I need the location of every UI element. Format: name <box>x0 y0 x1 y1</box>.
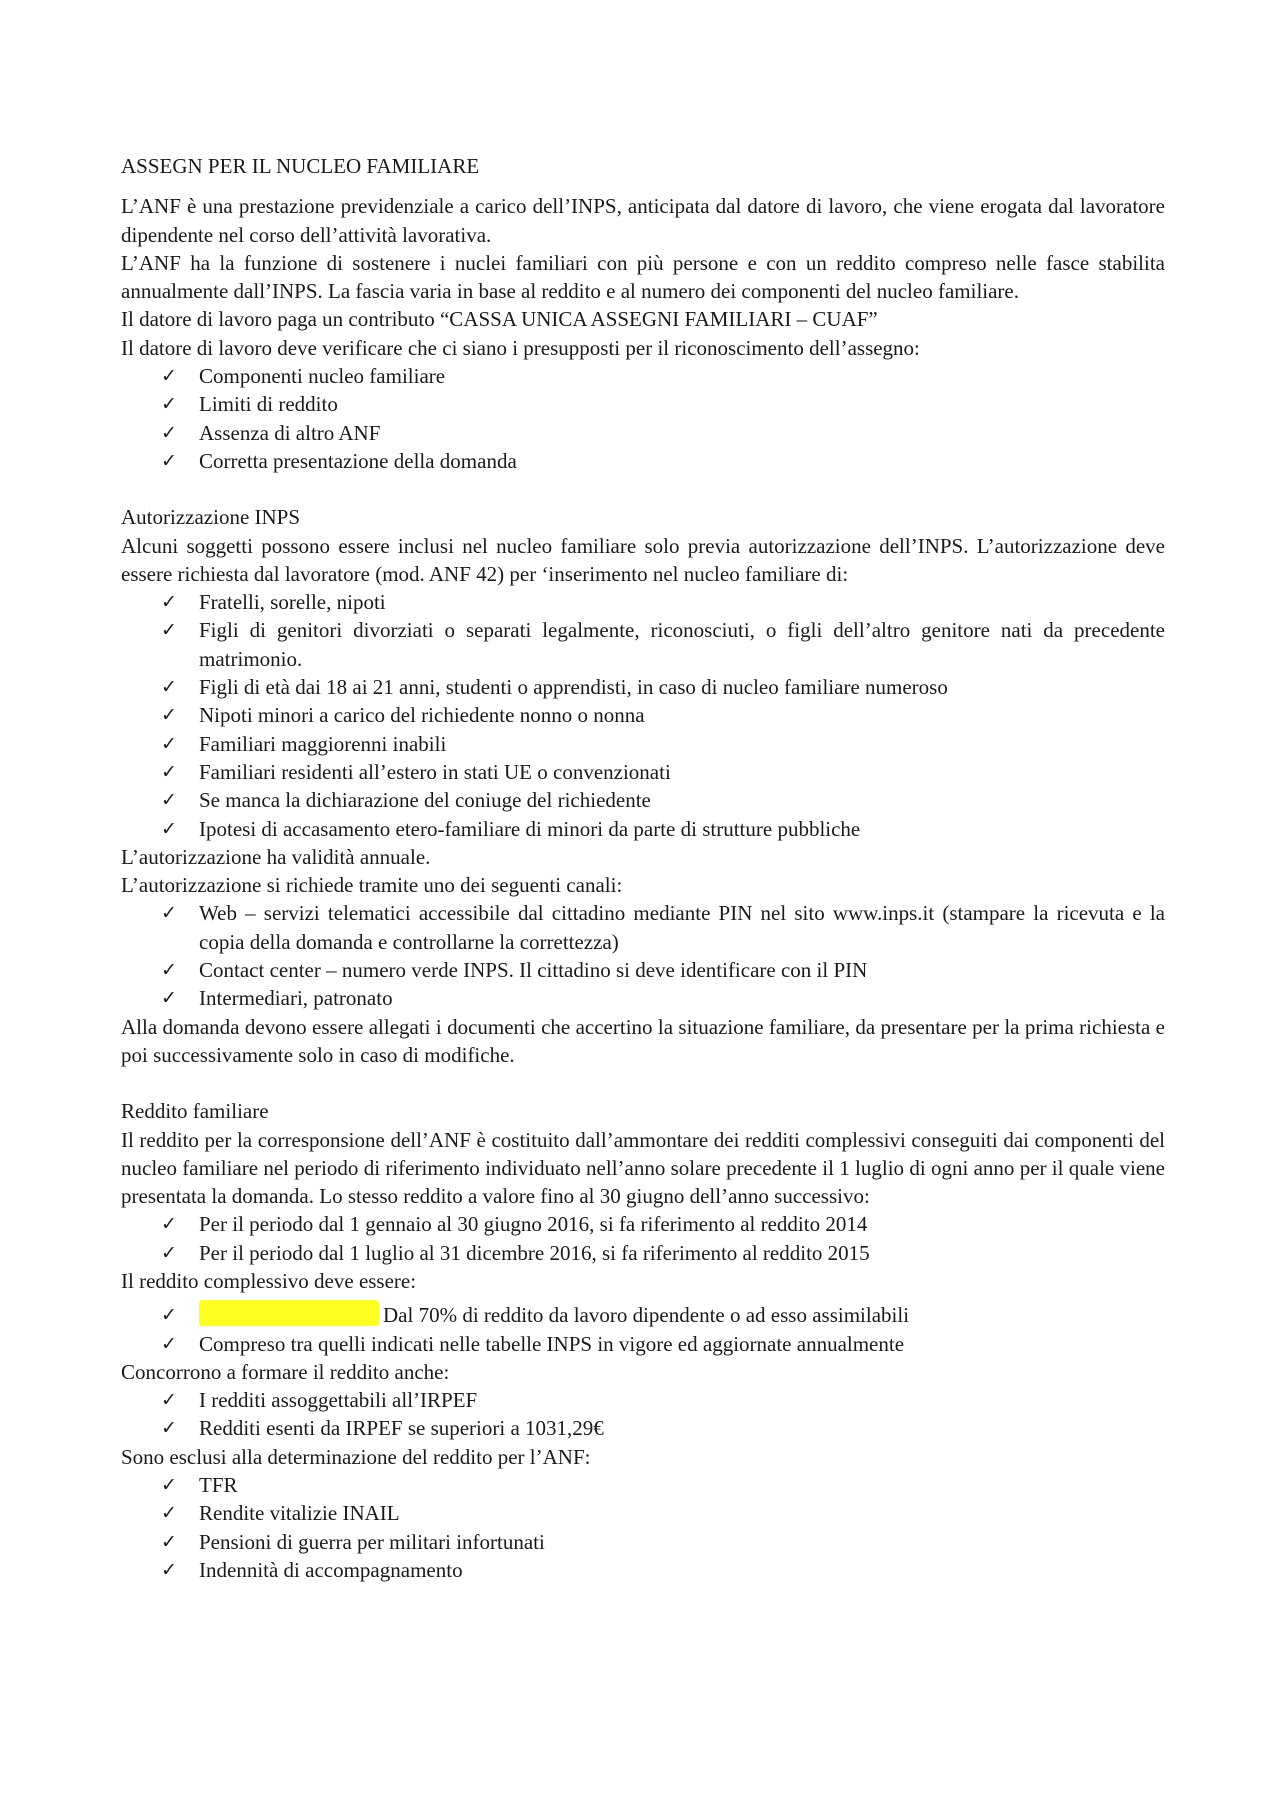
autorizzazione-intro: Alcuni soggetti possono essere inclusi nel nucleo familiare solo previa autorizzazione dell’INPS. L’autorizzazione deve essere richiesta dal lavoratore (mod. ANF 42) per ‘inserimento nel nucleo familiare di: <box>121 533 1165 586</box>
list-item: ✓ Contact center – numero verde INPS. Il cittadino si deve identificare con il PIN <box>161 956 1165 984</box>
list-item: ✓ Figli di età dai 18 ai 21 anni, studenti o apprendisti, in caso di nucleo familiare numeroso <box>161 673 1165 701</box>
autorizzazione-documenti: Alla domanda devono essere allegati i documenti che accertino la situazione familiare, da presentare per la prima richiesta e poi successivamente solo in caso di modifiche. <box>121 1014 1165 1067</box>
checkmark-icon: ✓ <box>161 760 177 783</box>
autorizzazione-validita: L’autorizzazione ha validità annuale. <box>121 844 431 869</box>
list-item: ✓ Web – servizi telematici accessibile dal cittadino mediante PIN nel sito www.inps.it (stampare la ricevuta e la copia della domanda e controllarne la correttezza) <box>161 901 1165 954</box>
checkmark-icon: ✓ <box>161 619 177 642</box>
checkmark-icon: ✓ <box>161 959 177 982</box>
list-item: ✓ Per il periodo dal 1 luglio al 31 dicembre 2016, si fa riferimento al reddito 2015 <box>161 1239 1165 1267</box>
soggetti-list <box>121 588 1165 843</box>
reddito-complessivo-intro: Il reddito complessivo deve essere: <box>121 1268 417 1293</box>
intro-paragraph-2: L’ANF ha la funzione di sostenere i nuclei familiari con più persone e con un reddito compreso nelle fasce stabilita annualmente dall’INPS. La fascia varia in base al reddito e al numero dei componenti del nucleo familiare. <box>121 250 1165 304</box>
intro-paragraph-1: L’ANF è una prestazione previdenziale a carico dell’INPS, anticipata dal datore di lavoro, che viene erogata dal lavoratore dipendente nel corso dell’attività lavorativa. <box>121 194 1165 247</box>
list-item: ✓ Rendite vitalizie INAIL <box>161 1499 1165 1527</box>
list-item: ✓ Familiari maggiorenni inabili <box>161 730 1165 758</box>
list-item: ✓ Nipoti minori a carico del richiedente nonno o nonna <box>161 701 1165 729</box>
list-item: ✓ Assenza di altro ANF <box>161 419 1165 447</box>
checkmark-icon: ✓ <box>161 817 177 840</box>
list-item: ✓ Redditi esenti da IRPEF se superiori a 1031,29€ <box>161 1414 1165 1442</box>
checkmark-icon: ✓ <box>161 987 177 1010</box>
list-item: ✓ I redditi assoggettabili all’IRPEF <box>161 1386 1165 1414</box>
concorrono-list <box>121 1386 1165 1443</box>
checkmark-icon: ✓ <box>161 1304 177 1327</box>
checkmark-icon: ✓ <box>161 393 177 416</box>
checkmark-icon: ✓ <box>161 704 177 727</box>
checkmark-icon: ✓ <box>161 1241 177 1264</box>
checkmark-icon: ✓ <box>161 1332 177 1355</box>
list-item: ✓ Limiti di reddito <box>161 390 1165 418</box>
intro-paragraph-3: Il datore di lavoro paga un contributo “CASSA UNICA ASSEGNI FAMILIARI – CUAF” <box>121 307 878 332</box>
checkmark-icon: ✓ <box>161 421 177 444</box>
list-item: ✓ Corretta presentazione della domanda <box>161 447 1165 475</box>
section-heading-reddito: Reddito familiare <box>121 1099 269 1124</box>
list-item: ✓ Per il periodo dal 1 gennaio al 30 giugno 2016, si fa riferimento al reddito 2014 <box>161 1210 1165 1238</box>
list-item: ✓ Dal 70% di reddito da lavoro dipendente o ad esso assimilabili <box>161 1301 1165 1329</box>
checkmark-icon: ✓ <box>161 902 177 925</box>
checkmark-icon: ✓ <box>161 1389 177 1412</box>
checkmark-icon: ✓ <box>161 1502 177 1525</box>
autorizzazione-canali-intro: L’autorizzazione si richiede tramite uno dei seguenti canali: <box>121 873 623 898</box>
periodi-list <box>121 1210 1165 1267</box>
esclusi-list <box>121 1471 1165 1584</box>
list-item: ✓ Figli di genitori divorziati o separati legalmente, riconosciuti, o figli dell’altro genitore nati da precedente matrimonio. <box>161 618 1165 671</box>
list-item: ✓ Intermediari, patronato <box>161 984 1165 1012</box>
checkmark-icon: ✓ <box>161 449 177 472</box>
intro-paragraph-4: Il datore di lavoro deve verificare che ci siano i presupposti per il riconoscimento dell’assegno: <box>121 335 920 360</box>
checkmark-icon: ✓ <box>161 591 177 614</box>
list-item: ✓ Indennità di accompagnamento <box>161 1556 1165 1584</box>
list-item: ✓ Pensioni di guerra per militari infortunati <box>161 1528 1165 1556</box>
checkmark-icon: ✓ <box>161 789 177 812</box>
reddito-concorrono-intro: Concorrono a formare il reddito anche: <box>121 1359 450 1384</box>
section-heading-autorizzazione: Autorizzazione INPS <box>121 505 301 530</box>
checkmark-icon: ✓ <box>161 1417 177 1440</box>
canali-list <box>121 899 1165 1012</box>
checkmark-icon: ✓ <box>161 365 177 388</box>
list-item: ✓ Compreso tra quelli indicati nelle tabelle INPS in vigore ed aggiornate annualmente <box>161 1330 1165 1358</box>
checkmark-icon: ✓ <box>161 732 177 755</box>
document-title: ASSEGN PER IL NUCLEO FAMILIARE <box>121 154 480 178</box>
checkmark-icon: ✓ <box>161 1474 177 1497</box>
reddito-intro: Il reddito per la corresponsione dell’ANF è costituito dall’ammontare dei redditi complessivi conseguiti dai componenti del nucleo familiare nel periodo di riferimento individuato nell’anno solare precedente il 1 luglio di ogni anno per il quale viene presentata la domanda. Lo stesso reddito a valore fino al 30 giugno dell’anno successivo: <box>121 1127 1165 1209</box>
requisiti-list <box>121 362 1165 475</box>
list-item: ✓ TFR <box>161 1471 1165 1499</box>
checkmark-icon: ✓ <box>161 1530 177 1553</box>
document-page <box>121 152 1165 1584</box>
list-item: ✓ Se manca la dichiarazione del coniuge del richiedente <box>161 786 1165 814</box>
list-item: ✓ Fratelli, sorelle, nipoti <box>161 588 1165 616</box>
checkmark-icon: ✓ <box>161 1213 177 1236</box>
list-item: ✓ Familiari residenti all’estero in stati UE o convenzionati <box>161 758 1165 786</box>
list-item: ✓ Ipotesi di accasamento etero-familiare di minori da parte di strutture pubbliche <box>161 815 1165 843</box>
checkmark-icon: ✓ <box>161 676 177 699</box>
highlighter-mark <box>199 1300 379 1326</box>
complessivo-list <box>121 1301 1165 1358</box>
list-item: ✓ Componenti nucleo familiare <box>161 362 1165 390</box>
checkmark-icon: ✓ <box>161 1558 177 1581</box>
reddito-esclusi-intro: Sono esclusi alla determinazione del reddito per l’ANF: <box>121 1444 591 1469</box>
